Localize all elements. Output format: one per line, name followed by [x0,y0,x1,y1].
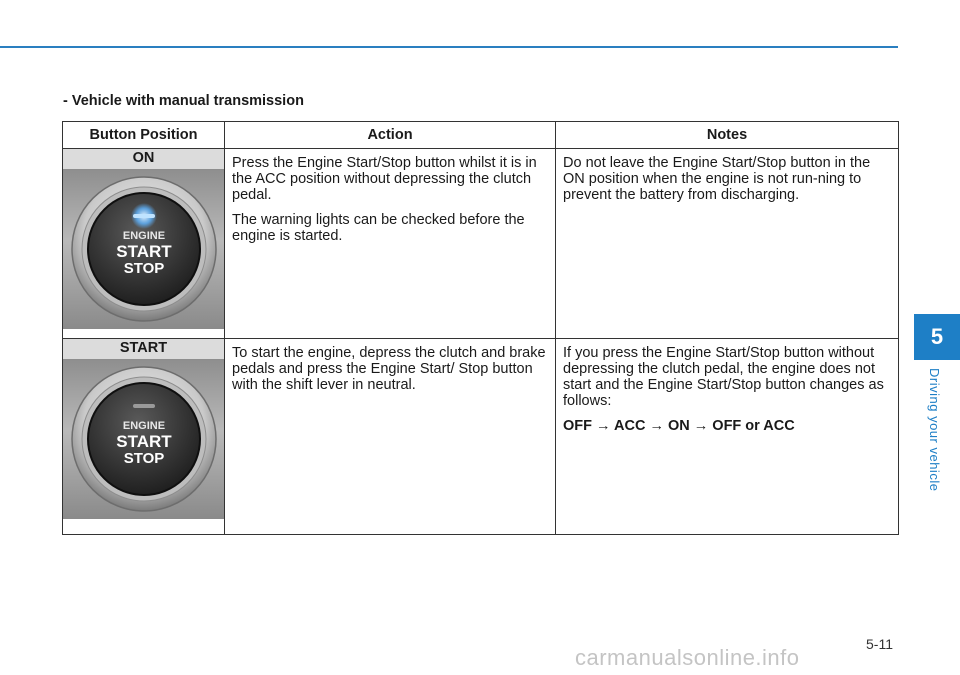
button-text-engine: ENGINE [122,420,165,432]
button-text-stop: STOP [123,450,164,467]
button-position-table [62,121,899,535]
start-stop-button-icon [69,364,219,514]
button-sequence: OFF → ACC → ON → OFF or ACC [563,418,795,434]
button-text-start: START [115,242,172,261]
chapter-title: Driving your vehicle [927,368,942,492]
header-notes: Notes [556,122,899,149]
chapter-tab[interactable] [914,314,960,360]
table-row-on [63,149,899,339]
table-row-start [63,339,899,535]
start-stop-button-icon [69,174,219,324]
action-cell-start [225,339,556,535]
position-label-on: ON [63,149,224,169]
notes-cell-start [556,339,899,535]
top-rule [0,46,898,48]
header-action: Action [225,122,556,149]
header-button-position: Button Position [63,122,225,149]
position-cell-on [63,149,225,339]
action-text: Press the Engine Start/Stop button whilst it is in the ACC position without depressing the clutch pedal. [232,155,537,203]
button-text-start: START [115,432,172,451]
action-text: The warning lights can be checked before the engine is started. [232,212,525,244]
action-text: To start the engine, depress the clutch and brake pedals and press the Engine Start/ Stop button with the shift lever in neutral. [232,345,546,393]
notes-text: Do not leave the Engine Start/Stop button in the ON position when the engine is not run-ning to prevent the battery from discharging. [563,155,871,203]
notes-text: If you press the Engine Start/Stop button without depressing the clutch pedal, the engine does not start and the Engine Start/Stop button changes as follows: [563,345,884,409]
chapter-number: 5 [930,324,944,349]
button-text-engine: ENGINE [122,230,165,242]
section-title: - Vehicle with manual transmission [63,93,304,109]
position-cell-start [63,339,225,535]
button-text-stop: STOP [123,260,164,277]
position-label-start: START [63,339,224,359]
page-number: 5-11 [866,636,893,652]
watermark: carmanualsonline.info [575,645,800,670]
action-cell-on [225,149,556,339]
engine-start-stop-button-image-start [63,359,224,519]
notes-cell-on [556,149,899,339]
engine-start-stop-button-image-on [63,169,224,329]
table-header-row [63,122,899,149]
